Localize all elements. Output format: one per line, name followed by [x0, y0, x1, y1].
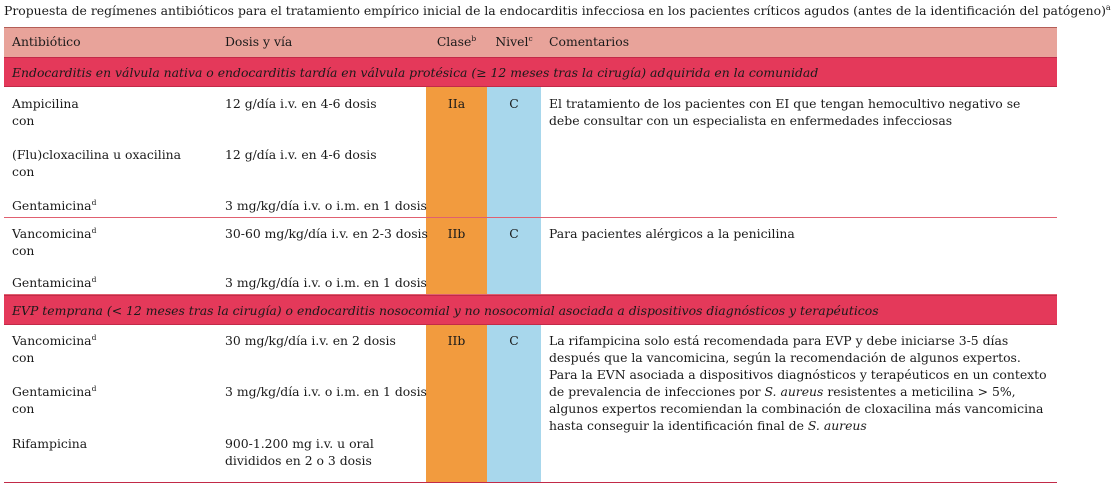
header-clase: Clase$^b$: [436, 33, 477, 49]
regimen-group-2: [4, 218, 1057, 295]
header-nivel: Nivel$^c$: [495, 33, 533, 49]
drug-name: Rifampicina: [12, 436, 88, 451]
clase-cell: IIb: [426, 325, 487, 482]
regimen-group-3: [4, 325, 1057, 483]
header-comentarios: Comentarios: [549, 34, 630, 49]
drug-name: Vancomicina$^d$: [12, 225, 97, 241]
comment-text: La rifampicina solo está recomendada para EVP y debe iniciarse 3-5 días después que la vancomicina, según la recomendación de algunos expertos. Para la EVN asociada a dispositivos diagnósticos y terapéuticos en un contexto de prevalencia de infecciones por S. aureus resistentes a meticilina > 5%, algunos expertos recomiendan la combinación de cloxacilina más vancomicina hasta conseguir la identificación final de S. aureus: [549, 333, 1047, 433]
drug-dose: 30-60 mg/kg/día i.v. en 2-3 dosis: [225, 226, 428, 241]
drug-dose-line-2: divididos en 2 o 3 dosis: [225, 453, 372, 468]
section-title: EVP temprana (< 12 meses tras la cirugía) o endocarditis nosocomial y no nosocomial asociada a dispositivos diagnósticos y terapéuticos: [12, 303, 879, 318]
drug-connector: con: [12, 164, 35, 179]
drug-connector: con: [12, 401, 35, 416]
clase-cell: IIb: [426, 218, 487, 294]
header-antibiotico: Antibiótico: [12, 34, 81, 49]
comment-text: El tratamiento de los pacientes con EI que tengan hemocultivo negativo se debe consultar con un especialista en enfermedades infecciosas: [549, 96, 1021, 128]
regimen-group-1: [4, 87, 1057, 218]
drug-dose: 3 mg/kg/día i.v. o i.m. en 1 dosis: [225, 198, 427, 213]
section-early-pve: [4, 295, 1057, 325]
nivel-cell: C: [487, 87, 541, 217]
section-native-valve: [4, 57, 1057, 87]
drug-dose: 12 g/día i.v. en 4-6 dosis: [225, 96, 377, 111]
drug-connector: con: [12, 243, 35, 258]
drug-dose: 12 g/día i.v. en 4-6 dosis: [225, 147, 377, 162]
comment-text: Para pacientes alérgicos a la penicilina: [549, 226, 795, 241]
nivel-cell: C: [487, 218, 541, 294]
drug-dose-line-1: 900-1.200 mg i.v. u oral: [225, 436, 374, 451]
nivel-cell: C: [487, 325, 541, 482]
drug-dose: 3 mg/kg/día i.v. o i.m. en 1 dosis: [225, 275, 427, 290]
header-dosis: Dosis y vía: [225, 34, 293, 49]
drug-dose: 30 mg/kg/día i.v. en 2 dosis: [225, 333, 396, 348]
drug-dose: 3 mg/kg/día i.v. o i.m. en 1 dosis: [225, 384, 427, 399]
drug-name: Gentamicina$^d$: [12, 383, 97, 399]
section-title: Endocarditis en válvula nativa o endocarditis tardía en válvula protésica (≥ 12 meses tras la cirugía) adquirida en la comunidad: [12, 65, 819, 80]
drug-name: Ampicilina: [12, 96, 79, 111]
drug-name: Vancomicina$^d$: [12, 332, 97, 348]
drug-name: (Flu)cloxacilina u oxacilina: [12, 147, 182, 162]
table-header: [4, 27, 1057, 57]
drug-connector: con: [12, 350, 35, 365]
drug-connector: con: [12, 113, 35, 128]
drug-name: Gentamicina$^d$: [12, 197, 97, 213]
clase-cell: IIa: [426, 87, 487, 217]
antibiotic-table: [4, 27, 1057, 483]
table-title: Propuesta de regímenes antibióticos para el tratamiento empírico inicial de la endocarditis infecciosa en los pacientes críticos agudos (antes de la identificación del patógeno)$^a$: [4, 2, 1111, 18]
drug-name: Gentamicina$^d$: [12, 274, 97, 290]
